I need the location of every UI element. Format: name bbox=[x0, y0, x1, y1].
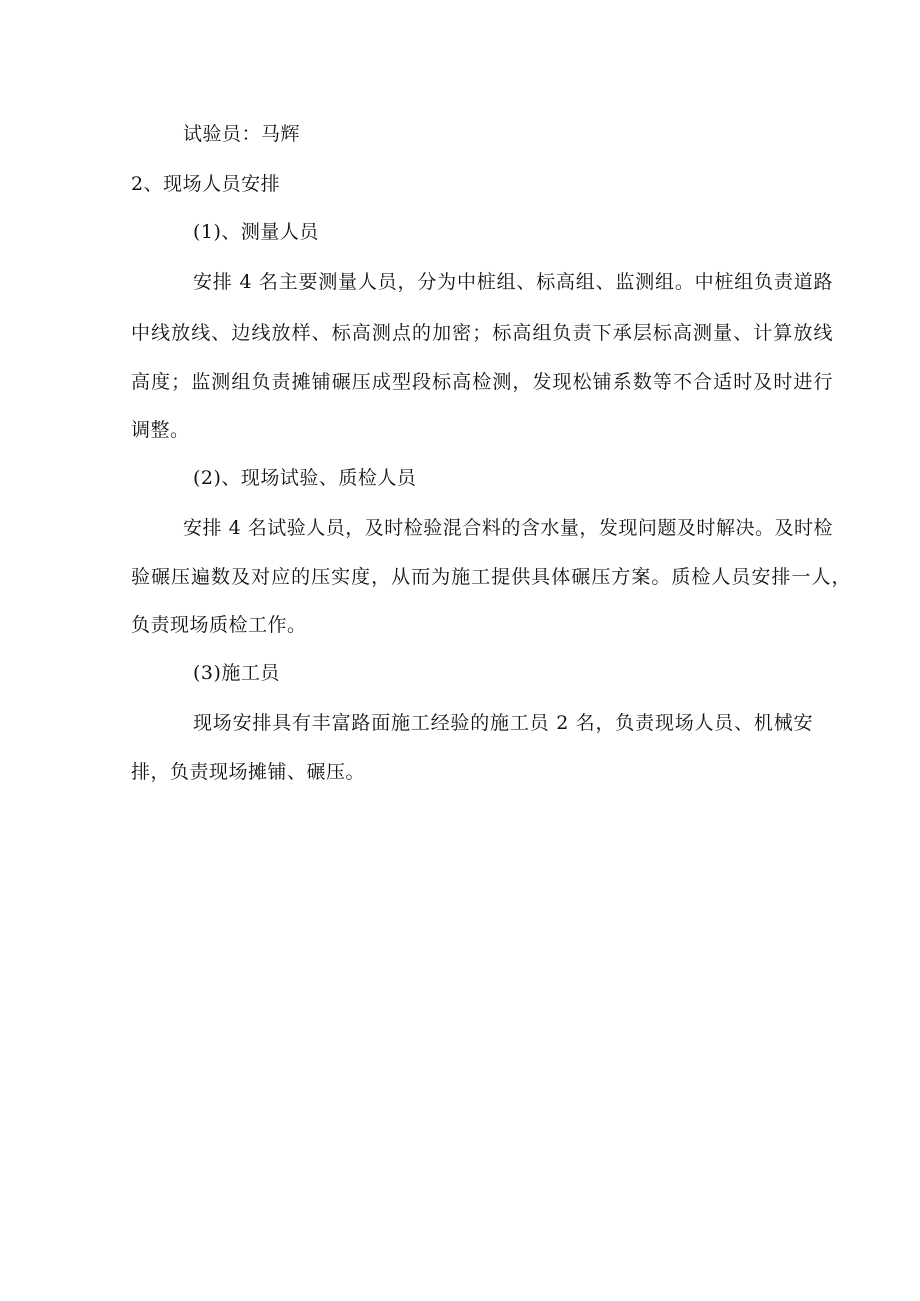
testing-qc-paragraph-line-1: 安排 4 名试验人员，及时检验混合料的含水量，发现问题及时解决。及时检 bbox=[183, 517, 833, 539]
survey-paragraph-line-3: 高度；监测组负责摊铺碾压成型段标高检测，发现松铺系数等不合适时及时进行 bbox=[131, 371, 833, 393]
testing-qc-paragraph-line-2: 验碾压遍数及对应的压实度，从而为施工提供具体碾压方案。质检人员安排一人， bbox=[131, 566, 851, 588]
construction-heading: (3)施工员 bbox=[193, 662, 280, 684]
testing-qc-paragraph-line-3: 负责现场质检工作。 bbox=[131, 614, 307, 636]
survey-paragraph-line-1: 安排 4 名主要测量人员，分为中桩组、标高组、监测组。中桩组负责道路 bbox=[193, 271, 833, 293]
section-2-heading: 2、现场人员安排 bbox=[131, 173, 281, 195]
survey-paragraph-line-4: 调整。 bbox=[131, 419, 190, 441]
testing-qc-heading: (2)、现场试验、质检人员 bbox=[193, 467, 417, 489]
inspector-line: 试验员：马辉 bbox=[183, 123, 301, 145]
survey-paragraph-line-2: 中线放线、边线放样、标高测点的加密；标高组负责下承层标高测量、计算放线 bbox=[131, 322, 833, 344]
survey-heading: (1)、测量人员 bbox=[193, 221, 319, 243]
construction-paragraph-line-2: 排，负责现场摊铺、碾压。 bbox=[131, 761, 366, 783]
construction-paragraph-line-1: 现场安排具有丰富路面施工经验的施工员 2 名，负责现场人员、机械安 bbox=[193, 712, 813, 734]
